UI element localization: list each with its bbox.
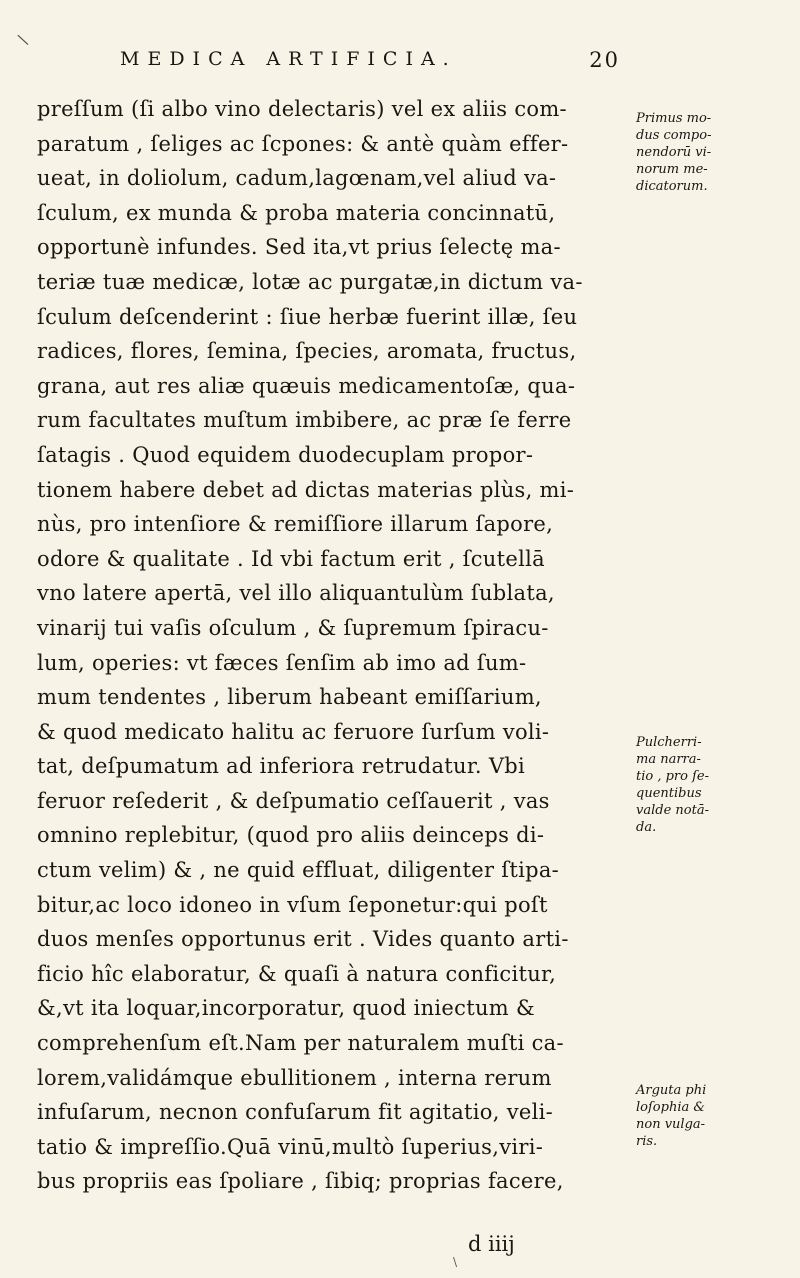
- text-line: nùs, pro intenſiore & remiſſiore illarum ſapore,: [37, 512, 554, 537]
- text-line: rum facultates muſtum imbibere, ac præ ſe ferre: [37, 408, 572, 433]
- text-line: bitur,ac loco idoneo in vſum ſeponetur:qui poſt: [37, 892, 548, 917]
- text-line: tionem habere debet ad dictas materias plùs, mi-: [37, 477, 575, 502]
- text-line: ctum velim) & , ne quid effluat, diligenter ſtipa-: [37, 858, 560, 883]
- text-line: paratum , ſeliges ac ſcpones: & antè quàm effer-: [37, 131, 569, 156]
- text-line: feruor reſederit , & deſpumatio ceſſauerit , vas: [37, 788, 550, 813]
- margin-note-line: nendorū vi-: [636, 145, 712, 160]
- text-line: lorem,validámque ebullitionem , interna rerum: [37, 1065, 552, 1090]
- text-line: bus propriis eas ſpoliare , ſibiq; proprias facere,: [37, 1169, 564, 1194]
- running-head: [120, 48, 620, 88]
- text-line: grana, aut res aliæ quæuis medicamentoſæ, qua-: [37, 373, 576, 398]
- margin-note-line: ma narra-: [636, 752, 701, 767]
- margin-note-line: da.: [636, 820, 657, 835]
- signature-mark: d iiij: [468, 1232, 515, 1256]
- margin-note-line: norum me-: [636, 162, 708, 177]
- page-number: 20: [589, 48, 620, 72]
- text-line: odore & qualitate . Id vbi factum erit , ſcutellā: [37, 546, 545, 571]
- margin-note-line: tio , pro ſe-: [636, 769, 709, 784]
- text-line: tat, deſpumatum ad inferiora retrudatur. Vbi: [37, 754, 526, 779]
- margin-note-line: Pulcherri-: [636, 735, 702, 750]
- margin-note-line: Primus mo-: [636, 111, 712, 126]
- text-line: infuſarum, necnon confuſarum fit agitatio, veli-: [37, 1100, 554, 1125]
- foot-mark: \: [453, 1255, 458, 1269]
- text-line: radices, flores, ſemina, ſpecies, aromata, fructus,: [37, 339, 577, 364]
- text-line: ſculum deſcenderint : ſiue herbæ fuerint illæ, ſeu: [37, 304, 578, 329]
- margin-note: [636, 110, 711, 195]
- margin-note-line: valde notā-: [636, 803, 709, 818]
- text-line: comprehenſum eſt.Nam per naturalem muſti ca-: [37, 1031, 564, 1056]
- text-line: ueat, in doliolum, cadum,lagœnam,vel aliud va-: [37, 166, 557, 191]
- text-line: duos menſes opportunus erit . Vides quanto arti-: [37, 927, 569, 952]
- text-line: lum, operies: vt fæces ſenſim ab imo ad ſum-: [37, 650, 527, 675]
- margin-note-line: quentibus: [636, 786, 702, 801]
- text-line: mum tendentes , liberum habeant emiſſarium,: [37, 685, 542, 710]
- text-line: &,vt ita loquar,incorporatur, quod iniectum &: [37, 996, 535, 1021]
- body-text: [37, 92, 627, 1199]
- running-title: MEDICA ARTIFICIA.: [120, 48, 457, 70]
- text-line: ficio hîc elaboratur, & quaſi à natura conficitur,: [37, 961, 557, 986]
- text-line: preſſum (ſi albo vino delectaris) vel ex aliis com-: [37, 97, 567, 121]
- text-line: ſculum, ex munda & proba materia concinnatū,: [37, 200, 556, 225]
- text-line: vno latere apertā, vel illo aliquantulùm ſublata,: [37, 581, 555, 606]
- text-line: teriæ tuæ medicæ, lotæ ac purgatæ,in dictum va-: [37, 269, 583, 294]
- text-line: omnino replebitur, (quod pro aliis deinceps di-: [37, 823, 545, 848]
- margin-note-line: loſophia &: [636, 1100, 705, 1115]
- margin-note-line: ris.: [636, 1134, 658, 1149]
- text-line: vinarij tui vaſis oſculum , & ſupremum ſpiracu-: [37, 615, 549, 640]
- margin-note-line: dus compo-: [636, 128, 712, 143]
- margin-note-line: dicatorum.: [636, 179, 708, 194]
- margin-note: [636, 1082, 706, 1150]
- text-line: tatio & impreſſio.Quā vinū,multò ſuperius,viri-: [37, 1134, 544, 1159]
- corner-mark: \: [15, 29, 30, 50]
- margin-note: [636, 734, 709, 836]
- text-line: opportunè infundes. Sed ita,vt prius ſelectę ma-: [37, 235, 561, 260]
- margin-note-line: Arguta phi: [636, 1083, 707, 1098]
- text-line: & quod medicato halitu ac feruore ſurſum voli-: [37, 719, 550, 744]
- text-line: ſatagis . Quod equidem duodecuplam propor-: [37, 442, 534, 467]
- margin-note-line: non vulga-: [636, 1117, 706, 1132]
